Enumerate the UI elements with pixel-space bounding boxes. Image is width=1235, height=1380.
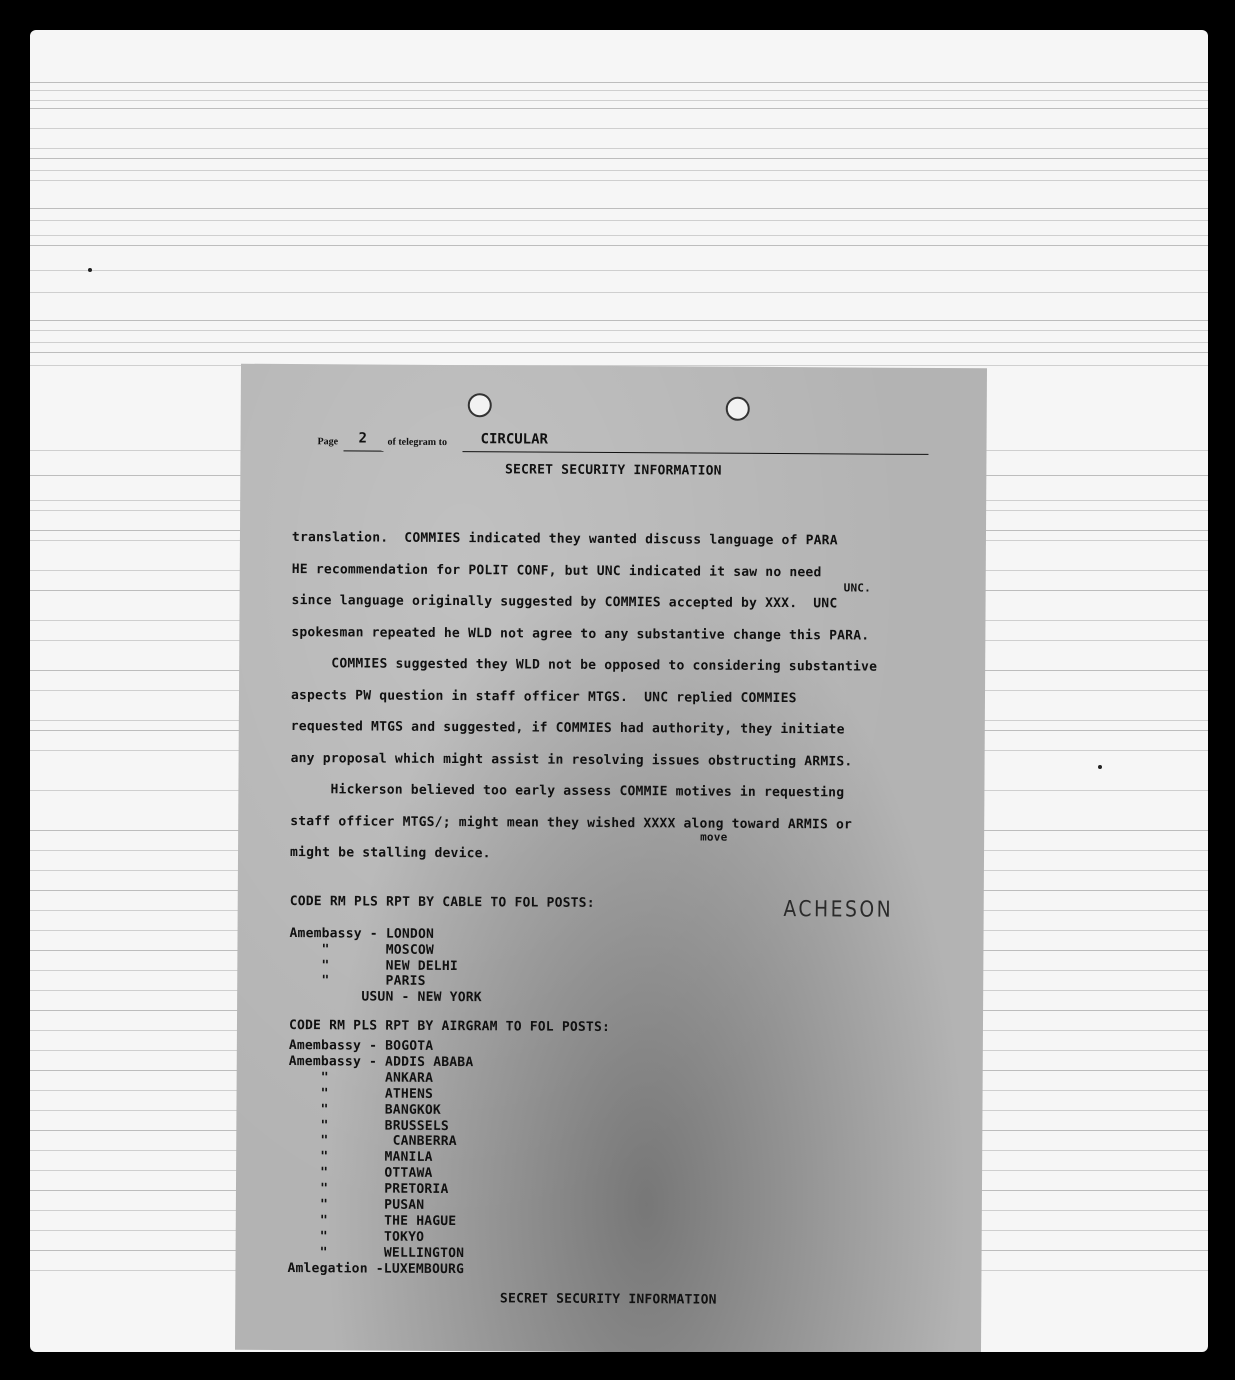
body-line: aspects PW question in staff officer MTGS. UNC replied COMMIES xyxy=(290,687,797,706)
ruled-line xyxy=(30,158,1208,159)
body-line: any proposal which might assist in resolving issues obstructing ARMIS. xyxy=(290,750,853,769)
body-line: spokesman repeated he WLD not agree to any substantive change this PARA. xyxy=(291,624,870,644)
page-label: Page xyxy=(317,436,339,448)
airgram-post-line: " ANKARA xyxy=(288,1069,434,1086)
body-line: COMMIES suggested they WLD not be opposed to considering substantive xyxy=(291,656,878,675)
insertion-move: move xyxy=(700,830,728,844)
telegram-to-value: CIRCULAR xyxy=(480,431,549,448)
microfilm-frame xyxy=(30,30,1208,1352)
body-line: HE recommendation for POLIT CONF, but UNC indicated it saw no need xyxy=(291,561,822,580)
telegram-page xyxy=(235,364,987,1352)
page-number: 2 xyxy=(358,430,368,447)
punch-hole xyxy=(468,393,492,417)
airgram-post-line: " WELLINGTON xyxy=(287,1244,465,1261)
airgram-post-line: " CANBERRA xyxy=(288,1133,457,1150)
airgram-post-line: Amembassy - ADDIS ABABA xyxy=(288,1053,474,1071)
body-line: translation. COMMIES indicated they wanted discuss language of PARA xyxy=(291,530,838,549)
ruled-line xyxy=(30,220,1208,221)
ruled-line xyxy=(30,292,1208,293)
ruled-line xyxy=(30,170,1208,171)
ruled-line xyxy=(30,245,1208,246)
ruled-line xyxy=(30,208,1208,209)
cable-post-line: USUN - NEW YORK xyxy=(289,989,482,1006)
page-number-underline xyxy=(343,450,383,451)
airgram-post-line: " TOKYO xyxy=(287,1228,425,1245)
punch-hole xyxy=(726,397,750,421)
airgram-heading: CODE RM PLS RPT BY AIRGRAM TO FOL POSTS: xyxy=(288,1018,611,1035)
ruled-line xyxy=(30,128,1208,129)
ruled-line xyxy=(30,82,1208,83)
airgram-post-line: " BANGKOK xyxy=(288,1101,442,1118)
body-line: Hickerson believed too early assess COMMIE motives in requesting xyxy=(290,782,845,801)
body-line: staff officer MTGS/; might mean they wished XXXX along toward ARMIS or xyxy=(290,813,853,832)
cable-post-line: Amembassy - LONDON xyxy=(289,926,435,942)
airgram-post-line: " MANILA xyxy=(288,1149,433,1166)
airgram-post-line: " PRETORIA xyxy=(287,1181,449,1198)
ruled-line xyxy=(30,180,1208,181)
ruled-line xyxy=(30,148,1208,149)
airgram-post-line: " BRUSSELS xyxy=(288,1117,449,1134)
classification-bottom: SECRET SECURITY INFORMATION xyxy=(499,1291,717,1308)
airgram-post-line: " OTTAWA xyxy=(288,1165,433,1182)
cable-post-line: " PARIS xyxy=(289,973,426,990)
cable-heading: CODE RM PLS RPT BY CABLE TO FOL POSTS: xyxy=(289,894,595,911)
cable-post-line: " MOSCOW xyxy=(289,941,434,958)
ruled-line xyxy=(30,100,1208,101)
body-line: might be stalling device. xyxy=(289,845,491,862)
ruled-line xyxy=(30,90,1208,91)
ruled-line xyxy=(30,320,1208,321)
ruled-line xyxy=(30,270,1208,271)
cable-post-line: " NEW DELHI xyxy=(289,957,458,974)
speck xyxy=(1098,765,1102,769)
acheson-stamp: ACHESON xyxy=(783,897,894,923)
airgram-post-line: Amlegation -LUXEMBOURG xyxy=(287,1260,465,1277)
insertion-unc: UNC. xyxy=(843,581,871,595)
ruled-line xyxy=(30,235,1208,236)
ruled-line xyxy=(30,108,1208,109)
ruled-line xyxy=(30,352,1208,353)
body-line: since language originally suggested by COMMIES accepted by XXX. UNC xyxy=(291,593,838,612)
classification-top: SECRET SECURITY INFORMATION xyxy=(504,462,722,479)
speck xyxy=(88,268,92,272)
ruled-line xyxy=(30,330,1208,331)
telegram-to-underline xyxy=(462,451,928,455)
airgram-post-line: " PUSAN xyxy=(287,1197,425,1213)
airgram-post-line: " ATHENS xyxy=(288,1085,434,1102)
airgram-post-line: Amembassy - BOGOTA xyxy=(288,1038,434,1054)
body-line: requested MTGS and suggested, if COMMIES had authority, they initiate xyxy=(290,719,845,738)
telegram-label: of telegram to xyxy=(387,436,447,448)
ruled-line xyxy=(30,342,1208,343)
airgram-post-line: " THE HAGUE xyxy=(287,1212,457,1229)
